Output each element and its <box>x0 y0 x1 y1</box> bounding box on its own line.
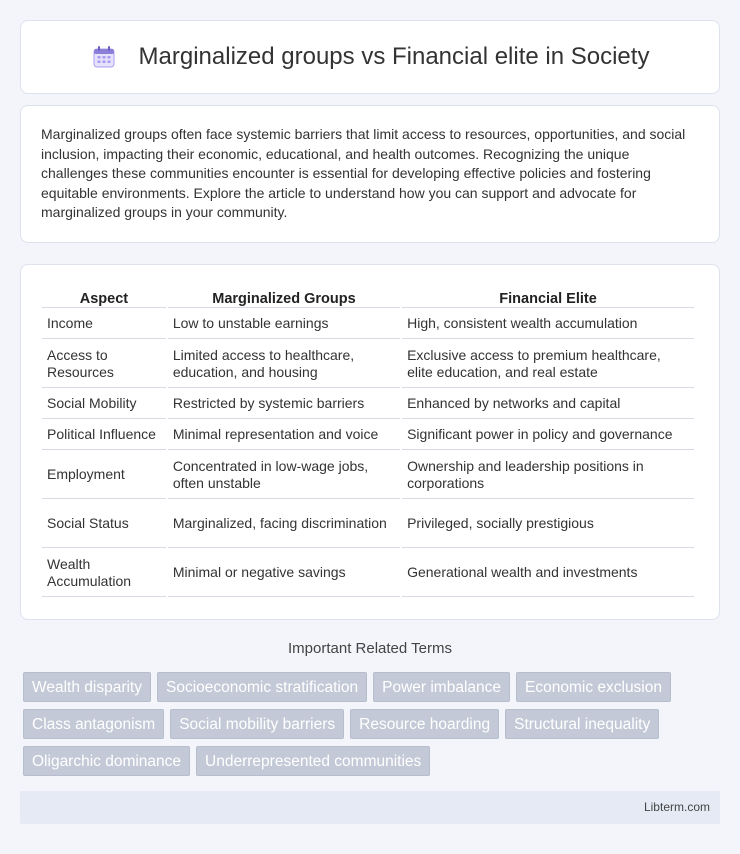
table-cell: Employment <box>42 452 166 499</box>
table-cell: Enhanced by networks and capital <box>402 390 694 419</box>
related-term-tag[interactable]: Power imbalance <box>373 672 510 702</box>
intro-text: Marginalized groups often face systemic barriers that limit access to resources, opportunities, and social inclusion, impacting their economic, educational, and health outcomes. Recognizing the unique challenges these communities encounter is essential for developing effective policies and fostering equitable environments. Explore the article to understand how you can support and advocate for marginalized groups in your community. <box>41 126 686 221</box>
table-row <box>42 550 694 597</box>
related-term-tag[interactable]: Class antagonism <box>23 709 164 739</box>
column-header-aspect: Aspect <box>42 288 166 308</box>
table-row <box>42 310 694 339</box>
table-header-row <box>42 288 694 308</box>
table-row <box>42 421 694 450</box>
header-card <box>20 20 720 94</box>
calendar-icon <box>91 44 117 70</box>
page-title: Marginalized groups vs Financial elite in Society <box>138 43 650 70</box>
table-cell: Generational wealth and investments <box>402 550 694 597</box>
related-term-tag[interactable]: Socioeconomic stratification <box>157 672 367 702</box>
table-cell: Privileged, socially prestigious <box>402 501 694 548</box>
column-header-elite: Financial Elite <box>402 288 694 308</box>
related-terms-title: Important Related Terms <box>288 640 452 657</box>
table-row <box>42 390 694 419</box>
comparison-table-card <box>20 264 720 620</box>
table-cell: Social Status <box>42 501 166 548</box>
intro-card <box>20 105 720 243</box>
related-term-tag[interactable]: Economic exclusion <box>516 672 671 702</box>
table-cell: Access to Resources <box>42 341 166 388</box>
table-cell: Ownership and leadership positions in corporations <box>402 452 694 499</box>
table-cell: High, consistent wealth accumulation <box>402 310 694 339</box>
footer-site-link[interactable]: Libterm.com <box>643 800 710 814</box>
table-row <box>42 452 694 499</box>
table-cell: Minimal or negative savings <box>168 550 400 597</box>
table-cell: Significant power in policy and governance <box>402 421 694 450</box>
table-cell: Limited access to healthcare, education, and housing <box>168 341 400 388</box>
table-cell: Income <box>42 310 166 339</box>
column-header-marginalized: Marginalized Groups <box>168 288 400 308</box>
table-cell: Social Mobility <box>42 390 166 419</box>
footer <box>20 791 720 824</box>
table-cell: Wealth Accumulation <box>42 550 166 597</box>
table-cell: Concentrated in low-wage jobs, often unstable <box>168 452 400 499</box>
table-row <box>42 341 694 388</box>
related-term-tag[interactable]: Structural inequality <box>505 709 659 739</box>
table-row <box>42 501 694 548</box>
related-term-tag[interactable]: Wealth disparity <box>23 672 151 702</box>
table-cell: Exclusive access to premium healthcare, elite education, and real estate <box>402 341 694 388</box>
table-cell: Restricted by systemic barriers <box>168 390 400 419</box>
related-term-tag[interactable]: Oligarchic dominance <box>23 746 190 776</box>
related-terms-list <box>23 672 717 776</box>
table-cell: Low to unstable earnings <box>168 310 400 339</box>
related-term-tag[interactable]: Social mobility barriers <box>170 709 344 739</box>
table-cell: Political Influence <box>42 421 166 450</box>
related-term-tag[interactable]: Underrepresented communities <box>196 746 430 776</box>
comparison-table <box>40 286 696 599</box>
table-cell: Minimal representation and voice <box>168 421 400 450</box>
related-term-tag[interactable]: Resource hoarding <box>350 709 499 739</box>
table-cell: Marginalized, facing discrimination <box>168 501 400 548</box>
